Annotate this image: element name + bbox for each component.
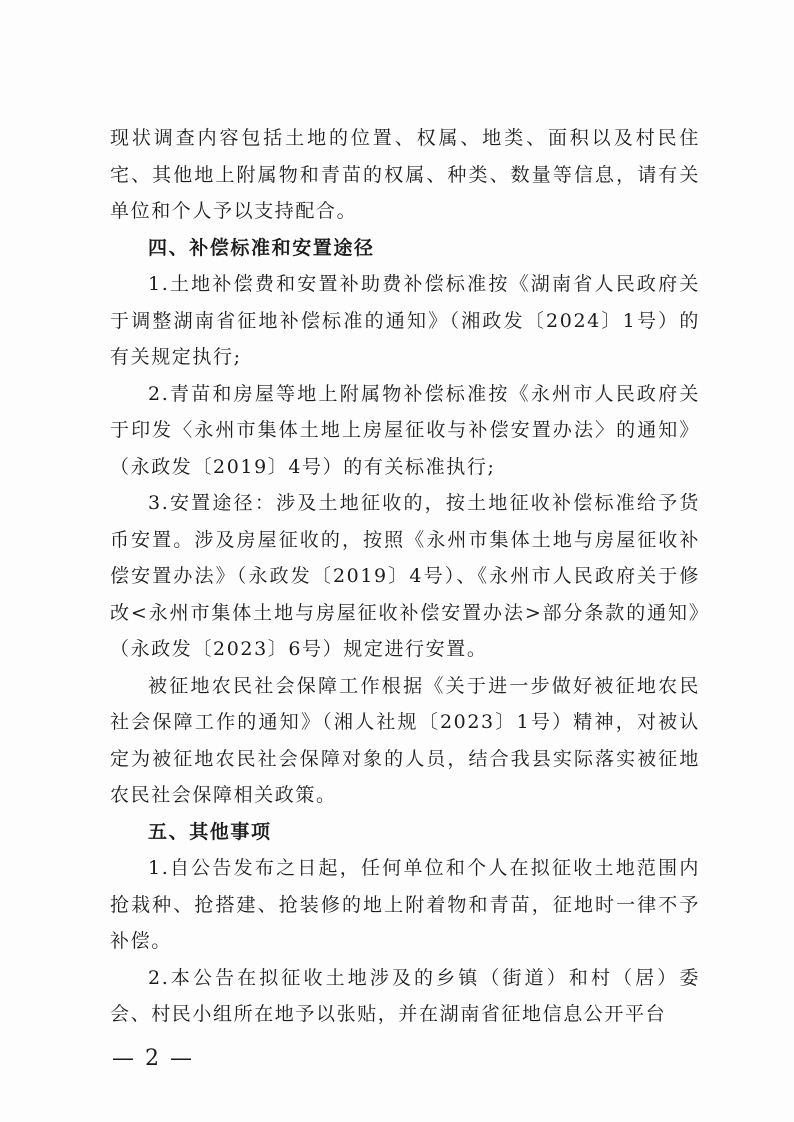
section-4-item-3: 3.安置途径：涉及土地征收的，按土地征收补偿标准给予货币安置。涉及房屋征收的，按照《永州市集体土地与房屋征收补偿安置办法》（永政发〔2019〕4号）、《永州市人民政府关于修改<永州市集体土地与房屋征收补偿安置办法>部分条款的通知》（永政发〔2023〕6号）规定进行安置。 bbox=[110, 492, 700, 660]
social-security-paragraph: 被征地农民社会保障工作根据《关于进一步做好被征地农民社会保障工作的通知》（湘人社规〔2023〕1号）精神，对被认定为被征地农民社会保障对象的人员，结合我县实际落实被征地农民社会保障相关政策。 bbox=[110, 674, 700, 806]
section-4-item-1: 1.土地补偿费和安置补助费补偿标准按《湖南省人民政府关于调整湖南省征地补偿标准的通知》（湘政发〔2024〕1号）的有关规定执行; bbox=[110, 273, 700, 368]
section-4-heading: 四、补偿标准和安置途径 bbox=[148, 236, 375, 259]
page-number: — 2 — bbox=[112, 1046, 194, 1071]
section-4-item-2: 2.青苗和房屋等地上附属物补偿标准按《永州市人民政府关于印发〈永州市集体土地上房屋征收与补偿安置办法〉的通知》（永政发〔2019〕4号）的有关标准执行; bbox=[110, 382, 700, 478]
body-text bbox=[110, 120, 700, 1033]
section-5-heading: 五、其他事项 bbox=[148, 820, 272, 843]
continuation-paragraph: 现状调查内容包括土地的位置、权属、地类、面积以及村民住宅、其他地上附属物和青苗的权属、种类、数量等信息，请有关单位和个人予以支持配合。 bbox=[110, 127, 700, 222]
section-5-item-1: 1.自公告发布之日起，任何单位和个人在拟征收土地范围内抢栽种、抢搭建、抢装修的地上附着物和青苗，征地时一律不予补偿。 bbox=[110, 857, 700, 952]
section-5-item-2: 2.本公告在拟征收土地涉及的乡镇（街道）和村（居）委会、村民小组所在地予以张贴，并在湖南省征地信息公开平台 bbox=[110, 966, 700, 1025]
